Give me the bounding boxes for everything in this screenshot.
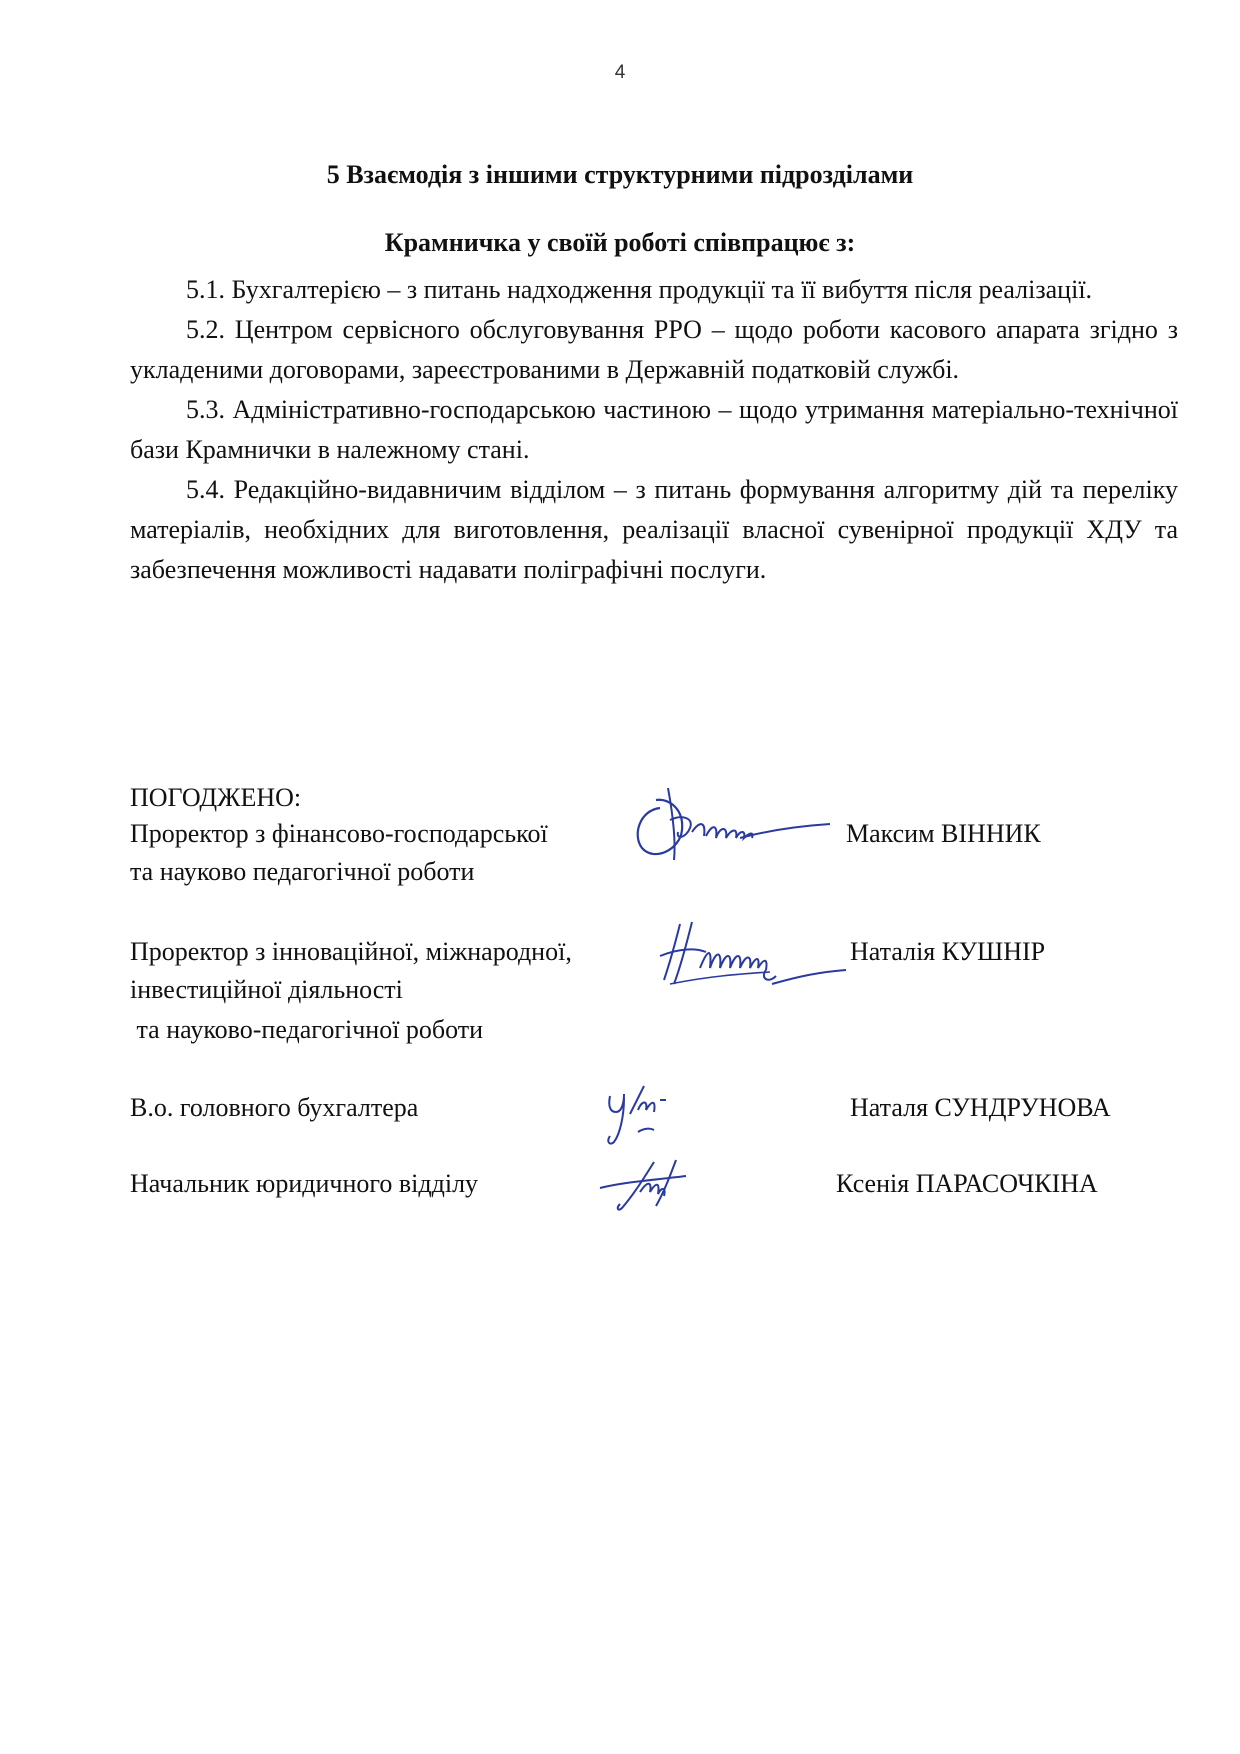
signature-3 <box>596 1072 706 1152</box>
signatory-2-name: Наталія КУШНІР <box>850 937 1046 966</box>
signatory-3-position: В.о. головного бухгалтера <box>130 1093 419 1122</box>
paragraph-5-2: 5.2. Центром сервісного обслуговування РРО – щодо роботи касового апарата згідно з укладеними договорами, зареєстрованими в Державній податковій службі. <box>130 315 1178 384</box>
paragraph-5-1: 5.1. Бухгалтерією – з питань надходження продукції та її вибуття після реалізації. <box>186 275 1093 304</box>
signatory-4-position: Начальник юридичного відділу <box>130 1169 479 1198</box>
signature-4 <box>594 1152 714 1222</box>
signatory-3-name: Наталя СУНДРУНОВА <box>850 1093 1111 1122</box>
signature-2 <box>650 918 860 998</box>
signatory-1-position-line-2: та науково педагогічної роботи <box>130 857 475 886</box>
signatory-2-position-line-1: Проректор з інноваційної, міжнародної, <box>130 937 572 966</box>
signatory-1-name: Максим ВІННИК <box>846 819 1041 848</box>
section-subtitle: Крамничка у своїй роботі співпрацює з: <box>384 228 856 257</box>
page-number: 4 <box>614 62 626 83</box>
signatory-4-name: Ксенія ПАРАСОЧКІНА <box>836 1169 1098 1198</box>
signatory-2-position-line-2: інвестиційної діяльності <box>130 975 403 1004</box>
section-title: 5 Взаємодія з іншими структурними підрозділами <box>326 160 914 189</box>
signatory-block-2 <box>130 934 1130 1054</box>
cooperation-list <box>130 270 1178 590</box>
signatory-1-position-line-1: Проректор з фінансово-господарської <box>130 819 548 848</box>
paragraph-5-4: 5.4. Редакційно-видавничим відділом – з питань формування алгоритму дій та переліку матеріалів, необхідних для виготовлення, реалізації власної сувенірної продукції ХДУ та забезпечення можливості надавати поліграфічні послуги. <box>130 475 1178 584</box>
approval-heading: ПОГОДЖЕНО: <box>130 783 302 812</box>
paragraph-5-3: 5.3. Адміністративно-господарською частиною – щодо утримання матеріально-технічної бази Крамнички в належному стані. <box>130 395 1178 464</box>
signature-1 <box>620 780 850 870</box>
signatory-2-position-line-3: та науково-педагогічної роботи <box>130 1015 484 1044</box>
